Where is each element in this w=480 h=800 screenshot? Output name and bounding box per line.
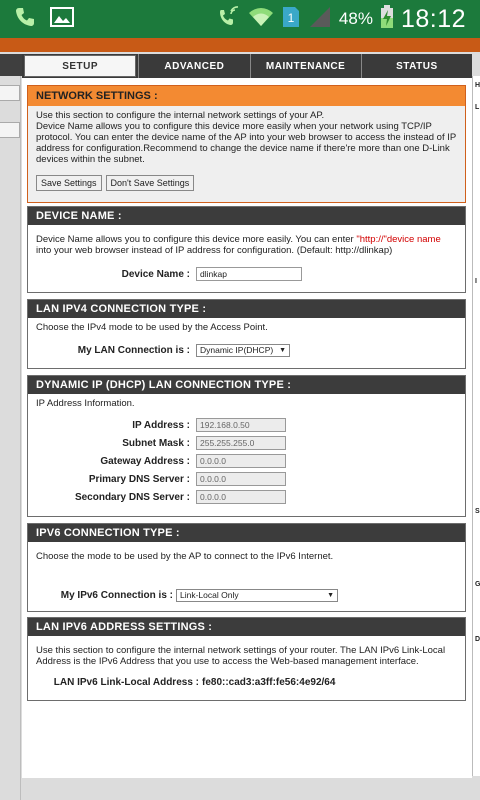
lan-connection-row xyxy=(36,341,457,359)
left-sidebar xyxy=(0,52,22,800)
secondary-dns-row xyxy=(36,488,457,506)
ipv6-connection-select[interactable] xyxy=(176,589,338,602)
network-settings-body xyxy=(28,106,465,195)
ipv6-connection-selected-value: Link-Local Only xyxy=(180,589,239,600)
lan-ipv4-title: LAN IPV4 CONNECTION TYPE : xyxy=(28,300,465,318)
dont-save-settings-button[interactable]: Don't Save Settings xyxy=(106,175,195,191)
ipv6-connection-title: IPV6 CONNECTION TYPE : xyxy=(28,524,465,542)
dhcp-fields xyxy=(36,416,457,506)
lan-ipv4-body xyxy=(28,318,465,363)
primary-dns-row xyxy=(36,470,457,488)
subnet-mask-label: Subnet Mask : xyxy=(122,437,190,449)
device-name-body xyxy=(28,225,465,287)
wifi-icon xyxy=(248,6,274,33)
device-name-row xyxy=(36,265,457,283)
secondary-dns-label: Secondary DNS Server : xyxy=(74,491,190,503)
help-column-fragment: H xyxy=(475,82,480,89)
device-name-input[interactable] xyxy=(196,267,302,281)
left-sidebar-item[interactable] xyxy=(0,122,20,138)
chevron-down-icon: ▼ xyxy=(279,346,286,354)
ipv6-connection-row xyxy=(36,586,457,604)
svg-text:1: 1 xyxy=(287,10,295,25)
lan-ipv6-description: Use this section to configure the internal network settings of your router. The LAN IPv6 Link-Local Address is the IPv6 Address that you use to access the Web-based management interface. xyxy=(36,645,446,667)
ip-address-label: IP Address : xyxy=(132,419,190,431)
lan-ipv6-title: LAN IPV6 ADDRESS SETTINGS : xyxy=(28,618,465,636)
tab-setup[interactable]: SETUP xyxy=(24,55,136,77)
save-settings-button[interactable]: Save Settings xyxy=(36,175,102,191)
lan-connection-label: My LAN Connection is : xyxy=(77,344,190,356)
network-settings-actions xyxy=(36,175,457,191)
gateway-address-label: Gateway Address : xyxy=(100,455,190,467)
gateway-address-row xyxy=(36,452,457,470)
dhcp-title: DYNAMIC IP (DHCP) LAN CONNECTION TYPE : xyxy=(28,376,465,394)
right-help-column xyxy=(472,76,480,776)
device-name-link-text: "http://"device name xyxy=(356,234,441,245)
left-sidebar-header xyxy=(0,54,22,76)
device-name-description-text-end: into your web browser instead of IP address for configuration. (Default: http://dlinkap) xyxy=(36,245,393,256)
lan-connection-selected-value: Dynamic IP(DHCP) xyxy=(200,344,274,355)
network-settings-panel xyxy=(27,85,466,203)
device-name-description xyxy=(36,234,457,256)
main-content xyxy=(22,78,472,778)
help-column-fragment: S xyxy=(475,508,480,515)
left-sidebar-item[interactable] xyxy=(0,85,20,101)
android-status-bar xyxy=(0,0,480,38)
battery-percentage: 48% xyxy=(338,9,373,28)
sim-icon xyxy=(281,5,301,34)
lan-ipv6-body xyxy=(28,636,465,695)
help-column-fragment: G xyxy=(475,581,480,588)
ipv6-connection-description: Choose the mode to be used by the AP to connect to the IPv6 Internet. xyxy=(36,551,334,562)
top-nav-tabs xyxy=(22,54,472,78)
lan-ipv6-panel xyxy=(27,617,466,701)
help-column-fragment: D xyxy=(475,636,480,643)
ip-address-row xyxy=(36,416,457,434)
dhcp-description: IP Address Information. xyxy=(36,398,135,409)
tab-maintenance[interactable]: MAINTENANCE xyxy=(250,54,361,78)
clock: 18:12 xyxy=(400,4,466,33)
lan-ipv4-description: Choose the IPv4 mode to be used by the Access Point. xyxy=(36,322,268,333)
lan-ipv6-address-row xyxy=(36,673,457,691)
device-name-description-text: Device Name allows you to configure this device more easily. You can enter xyxy=(36,234,357,245)
ip-address-field xyxy=(196,418,286,432)
dhcp-panel xyxy=(27,375,466,517)
help-column-fragment: I xyxy=(475,278,477,285)
subnet-mask-field xyxy=(196,436,286,450)
wifi-call-icon xyxy=(217,6,241,33)
signal-icon xyxy=(308,6,332,33)
battery-charging-icon xyxy=(380,5,394,34)
router-page xyxy=(0,52,480,800)
network-settings-description: Use this section to configure the internal network settings of your AP. Device Name allows you to configure this device more easily when your network using TCP/IP protocol. You can enter the device name of the AP into your web browser to access the instead of IP address for configuration.Recommend to change the device name if there're more than one D-Link devices within the subnet. xyxy=(36,110,457,165)
ipv6-connection-panel xyxy=(27,523,466,612)
browser-top-strip xyxy=(0,38,480,52)
dhcp-body xyxy=(28,394,465,510)
lan-connection-select[interactable] xyxy=(196,344,290,357)
ipv6-connection-body xyxy=(28,542,465,608)
lan-ipv6-address-value: fe80::cad3:a3ff:fe56:4e92/64 xyxy=(202,676,336,688)
tab-advanced[interactable]: ADVANCED xyxy=(138,54,249,78)
left-sidebar-divider xyxy=(20,76,21,800)
phone-icon xyxy=(14,6,36,33)
image-icon xyxy=(50,7,74,32)
device-name-title: DEVICE NAME : xyxy=(28,207,465,225)
gateway-address-field xyxy=(196,454,286,468)
ipv6-connection-label: My IPv6 Connection is : xyxy=(60,589,173,601)
device-name-label: Device Name : xyxy=(121,268,190,280)
help-column-fragment: L xyxy=(475,104,480,111)
chevron-down-icon: ▼ xyxy=(327,591,334,599)
network-settings-title: NETWORK SETTINGS : xyxy=(28,86,465,106)
lan-ipv4-panel xyxy=(27,299,466,369)
primary-dns-label: Primary DNS Server : xyxy=(88,473,190,485)
tab-status[interactable]: STATUS xyxy=(361,54,472,78)
primary-dns-field xyxy=(196,472,286,486)
lan-ipv6-address-label: LAN IPv6 Link-Local Address : xyxy=(53,676,199,688)
secondary-dns-field xyxy=(196,490,286,504)
device-name-panel xyxy=(27,206,466,293)
subnet-mask-row xyxy=(36,434,457,452)
